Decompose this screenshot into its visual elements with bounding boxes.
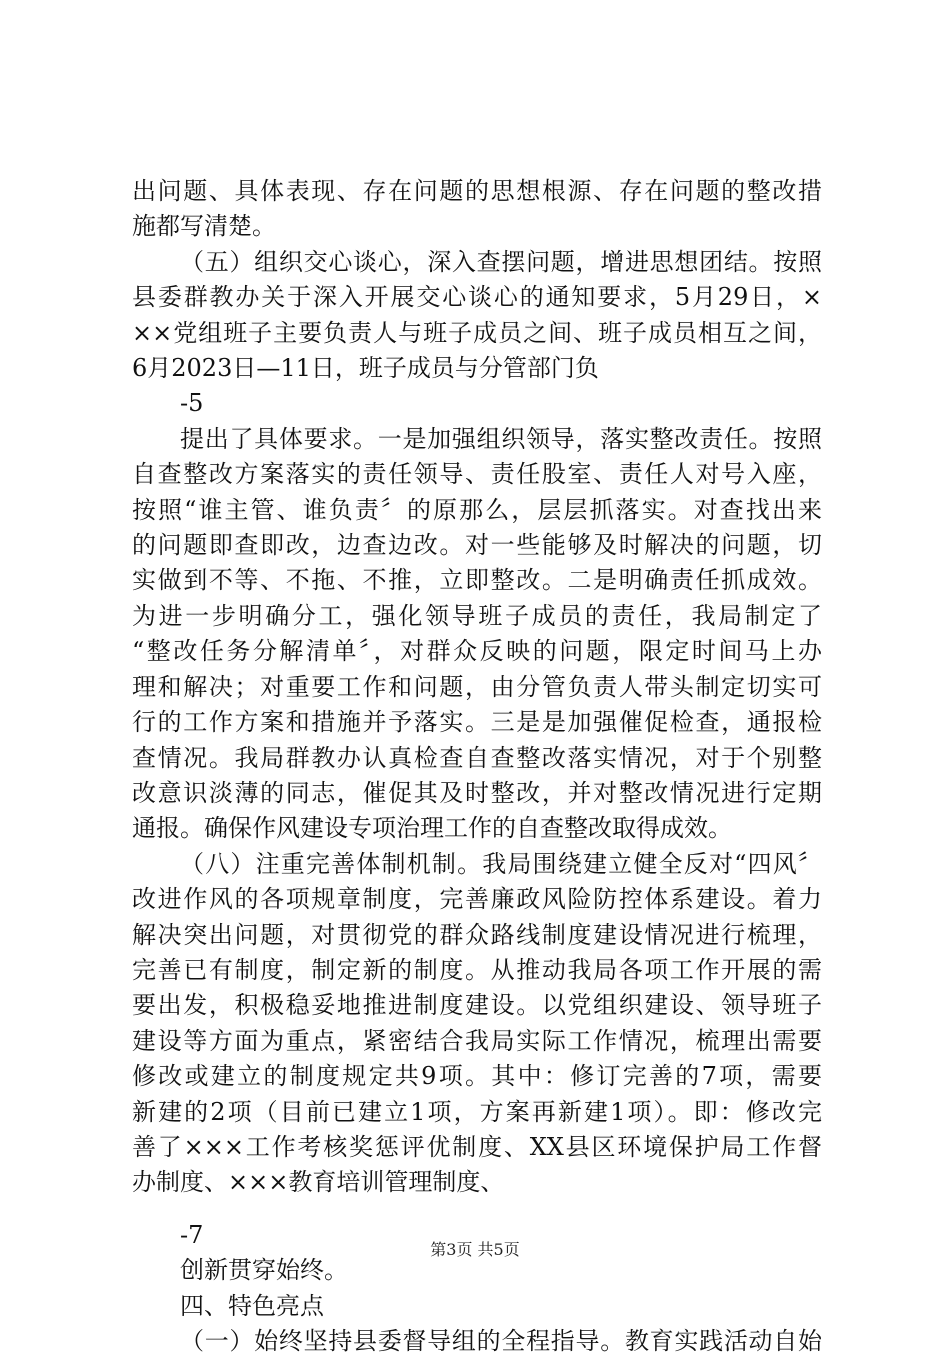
text-line: 出问题、具体表现、存在问题的思想根源、存在问题的整改措 [132, 177, 822, 205]
text-line: 通报。确保作风建设专项治理工作的自查整改取得成效。 [132, 814, 732, 843]
text-line: 县委群教办关于深入开展交心谈心的通知要求，5月29日，× [132, 283, 822, 312]
page-number-mark: -5 [180, 389, 204, 418]
paragraph-1 [132, 174, 822, 245]
text-line: 改意识淡薄的同志，催促其及时整改，并对整改情况进行定期 [132, 778, 822, 807]
document-body [132, 174, 822, 1359]
text-line: 完善已有制度，制定新的制度。从推动我局各项工作开展的需 [132, 955, 822, 984]
text-line: 建设等方面为重点，紧密结合我局实际工作情况，梳理出需要 [132, 1026, 822, 1055]
page-footer: 第3页 共5页 [430, 1240, 520, 1259]
text-line: 提出了具体要求。一是加强组织领导，落实整改责任。按照 [180, 424, 822, 453]
text-line: “整改任务分解清单〞，对群众反映的问题，限定时间马上办 [132, 637, 822, 666]
text-line: 的问题即查即改，边查边改。对一些能够及时解决的问题，切 [132, 531, 822, 560]
text-line: 善了×××工作考核奖惩评优制度、XX县区环境保护局工作督 [132, 1132, 822, 1161]
text-line: 按照“谁主管、谁负责〞的原那么，层层抓落实。对查找出来 [132, 495, 822, 524]
text-line: 要出发，积极稳妥地推进制度建设。以党组织建设、领导班子 [132, 991, 822, 1020]
text-line: 新建的2项（目前已建立1项，方案再新建1项）。即：修改完 [132, 1097, 822, 1126]
text-line: 自查整改方案落实的责任领导、责任股室、责任人对号入座， [132, 460, 822, 489]
text-line: 改进作风的各项规章制度，完善廉政风险防控体系建设。着力 [132, 885, 822, 914]
paragraph-3 [132, 422, 822, 847]
page-number-mark: -7 [180, 1220, 204, 1249]
text-line: 理和解决；对重要工作和问题，由分管负责人带头制定切实可 [132, 672, 822, 701]
section-heading: 四、特色亮点 [180, 1291, 324, 1320]
text-line: 查情况。我局群教办认真检查自查整改落实情况，对于个别整 [132, 743, 822, 772]
text-line: 6月2023日—11日，班子成员与分管部门负 [132, 354, 599, 383]
paragraph-6: （一）始终坚持县委督导组的全程指导。教育实践活动自始 [180, 1327, 822, 1355]
text-line: （八）注重完善体制机制。我局围绕建立健全反对“四风〞 [180, 849, 822, 878]
text-line: 施都写清楚。 [132, 212, 276, 241]
text-line: 办制度、×××教育培训管理制度、 [132, 1168, 505, 1197]
text-line: 解决突出问题，对贯彻党的群众路线制度建设情况进行梳理， [132, 920, 822, 949]
paragraph-4 [132, 847, 822, 1201]
text-line: 修改或建立的制度规定共9项。其中：修订完善的7项，需要 [132, 1062, 822, 1091]
text-line: 实做到不等、不拖、不推，立即整改。二是明确责任抓成效。 [132, 566, 822, 595]
text-line: 行的工作方案和措施并予落实。三是是加强催促检查，通报检 [132, 708, 822, 737]
text-line: 为进一步明确分工，强化领导班子成员的责任，我局制定了 [132, 601, 822, 630]
paragraph-2 [132, 245, 822, 387]
text-line: （五）组织交心谈心，深入查摆问题，增进思想团结。按照 [180, 247, 822, 276]
paragraph-5: 创新贯穿始终。 [180, 1256, 348, 1285]
text-line: ××党组班子主要负责人与班子成员之间、班子成员相互之间， [132, 318, 822, 347]
